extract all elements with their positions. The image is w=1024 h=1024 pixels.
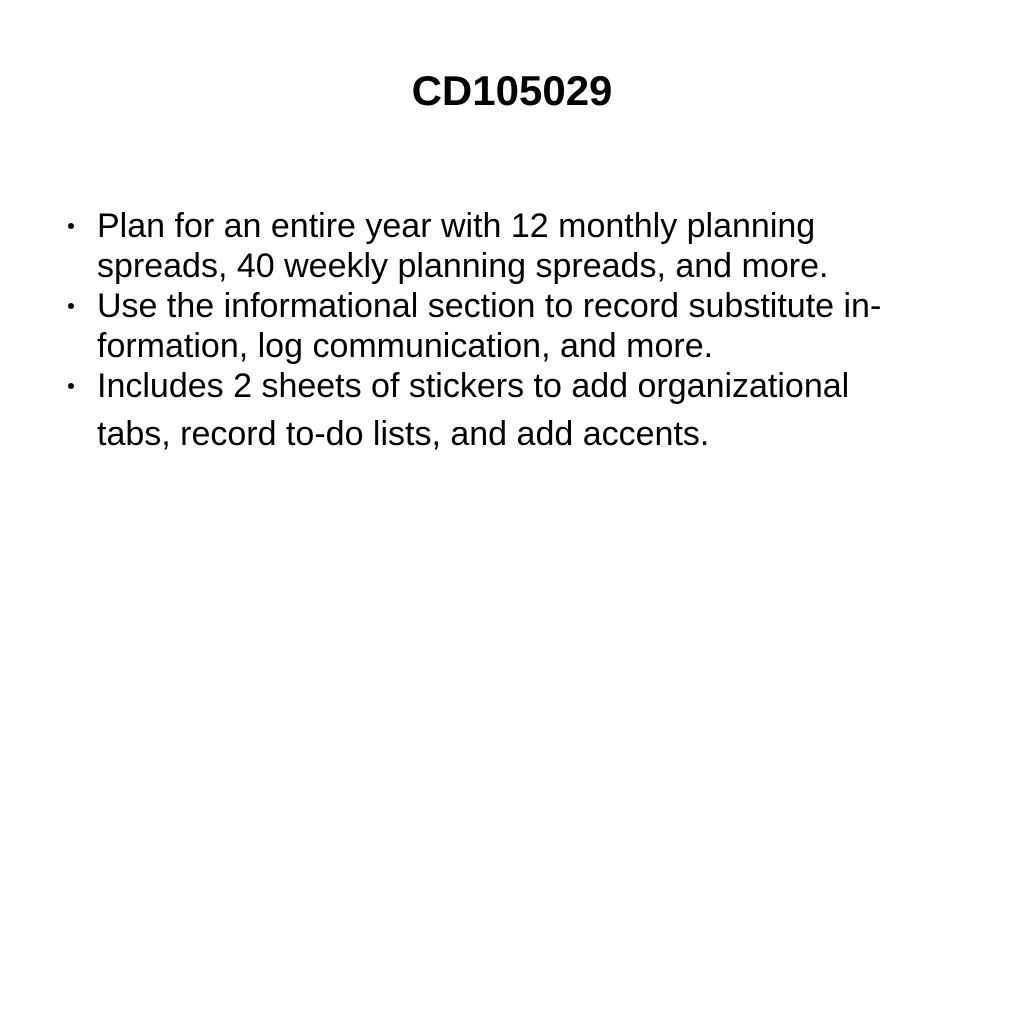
bullet-dot-icon bbox=[68, 223, 74, 229]
bullet-dot-icon bbox=[68, 303, 74, 309]
bullet-dot-icon bbox=[68, 383, 74, 389]
bullet-list bbox=[64, 206, 964, 454]
bullet-text-line: Plan for an entire year with 12 monthly planning bbox=[97, 207, 816, 245]
bullet-text-line: tabs, record to-do lists, and add accents. bbox=[97, 415, 710, 453]
page-title: CD105029 bbox=[411, 67, 613, 114]
bullet-item bbox=[64, 206, 964, 286]
bullet-text-line: Includes 2 sheets of stickers to add organizational bbox=[97, 367, 850, 405]
bullet-text-line: spreads, 40 weekly planning spreads, and more. bbox=[97, 247, 829, 285]
bullet-text-line: Use the informational section to record substitute in- bbox=[97, 287, 882, 325]
bullet-text-line: formation, log communication, and more. bbox=[97, 327, 714, 365]
bullet-item bbox=[64, 366, 964, 454]
bullet-item bbox=[64, 286, 964, 366]
